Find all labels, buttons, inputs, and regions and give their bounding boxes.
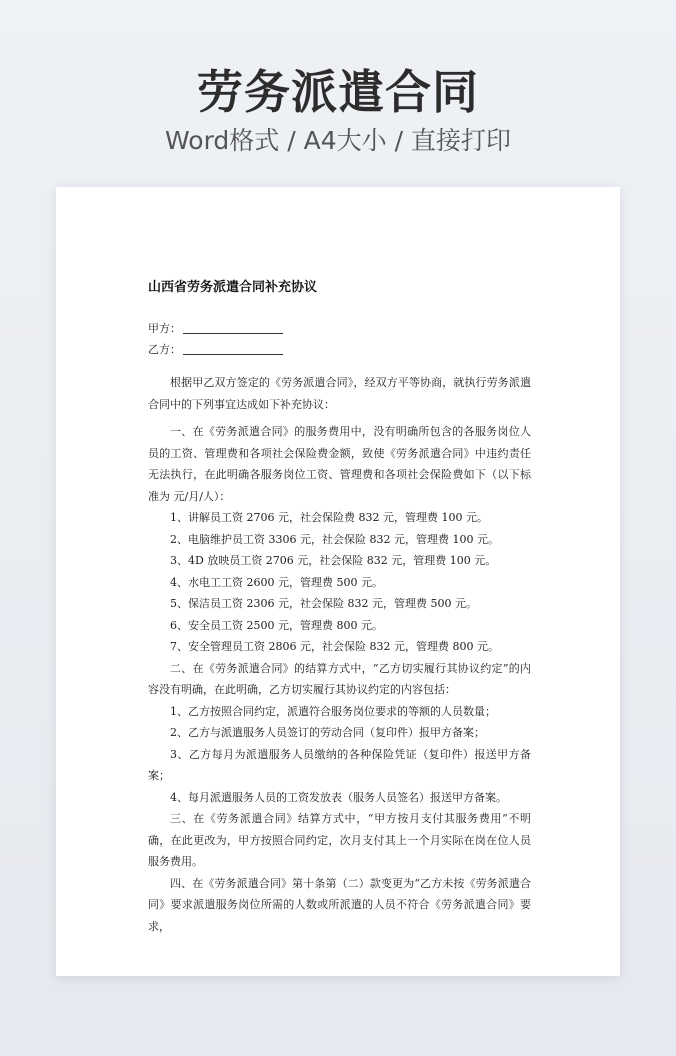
party-b-blank <box>183 342 283 355</box>
list-item: 1、讲解员工资 2706 元，社会保险费 832 元，管理费 100 元。 <box>170 511 488 524</box>
list-item: 6、安全员工资 2500 元，管理费 800 元。 <box>170 618 383 632</box>
party-b-line <box>148 339 531 360</box>
party-a-blank <box>183 321 283 334</box>
list-item: 4、水电工工资 2600 元，管理费 500 元。 <box>170 575 383 589</box>
document-title: 山西省劳务派遣合同补充协议 <box>148 280 318 295</box>
paragraph-clause-3: 三、在《劳务派遣合同》结算方式中，“甲方按月支付其服务费用”不明确，在此更改为，甲方按照合同约定，次月支付其上一个月实际在岗在位人员服务费用。 <box>148 812 531 868</box>
page-header <box>0 62 676 158</box>
list-item: 1、乙方按照合同约定，派遣符合服务岗位要求的等额的人员数量； <box>170 704 496 718</box>
list-item: 7、安全管理员工资 2806 元，社会保险 832 元，管理费 800 元。 <box>170 640 499 653</box>
list-item: 2、电脑维护员工资 3306 元，社会保险 832 元，管理费 100 元。 <box>170 532 499 546</box>
list-item: 3、4D 放映员工资 2706 元，社会保险 832 元，管理费 100 元。 <box>170 554 497 567</box>
party-a-label: 甲方： <box>148 322 181 335</box>
document-body <box>148 280 531 937</box>
paragraph-intro: 根据甲乙双方签定的《劳务派遣合同》，经双方平等协商，就执行劳务派遣合同中的下列事宜达成如下补充协议： <box>148 376 531 411</box>
party-a-line <box>148 318 531 339</box>
page-subtitle: Word格式 / A4大小 / 直接打印 <box>165 126 511 155</box>
list-item: 4、每月派遣服务人员的工资发放表（服务人员签名）报送甲方备案。 <box>170 790 507 804</box>
paragraph-clause-4: 四、在《劳务派遣合同》第十条第（二）款变更为“乙方未按《劳务派遣合同》要求派遣服务岗位所需的人数或所派遣的人员不符合《劳务派遣合同》要求， <box>148 876 531 933</box>
paragraph-clause-2: 二、在《劳务派遣合同》的结算方式中，“乙方切实履行其协议约定”的内容没有明确，在此明确，乙方切实履行其协议约定的内容包括： <box>148 661 531 696</box>
party-b-label: 乙方： <box>148 343 181 356</box>
page-title: 劳务派遣合同 <box>197 65 479 119</box>
list-item: 2、乙方与派遣服务人员签订的劳动合同（复印件）报甲方备案； <box>170 726 485 739</box>
list-item: 5、保洁员工资 2306 元，社会保险 832 元，管理费 500 元。 <box>170 597 477 610</box>
document-page <box>56 187 620 976</box>
list-item: 3、乙方每月为派遣服务人员缴纳的各种保险凭证（复印件）报送甲方备案； <box>148 747 531 782</box>
paragraph-clause-1: 一、在《劳务派遣合同》的服务费用中，没有明确所包含的各服务岗位人员的工资、管理费和各项社会保险费金额，致使《劳务派遣合同》中违约责任无法执行，在此明确各服务岗位工资、管理费和各项社会保险费如下（以下标准为 元/月/人）： <box>148 425 531 503</box>
